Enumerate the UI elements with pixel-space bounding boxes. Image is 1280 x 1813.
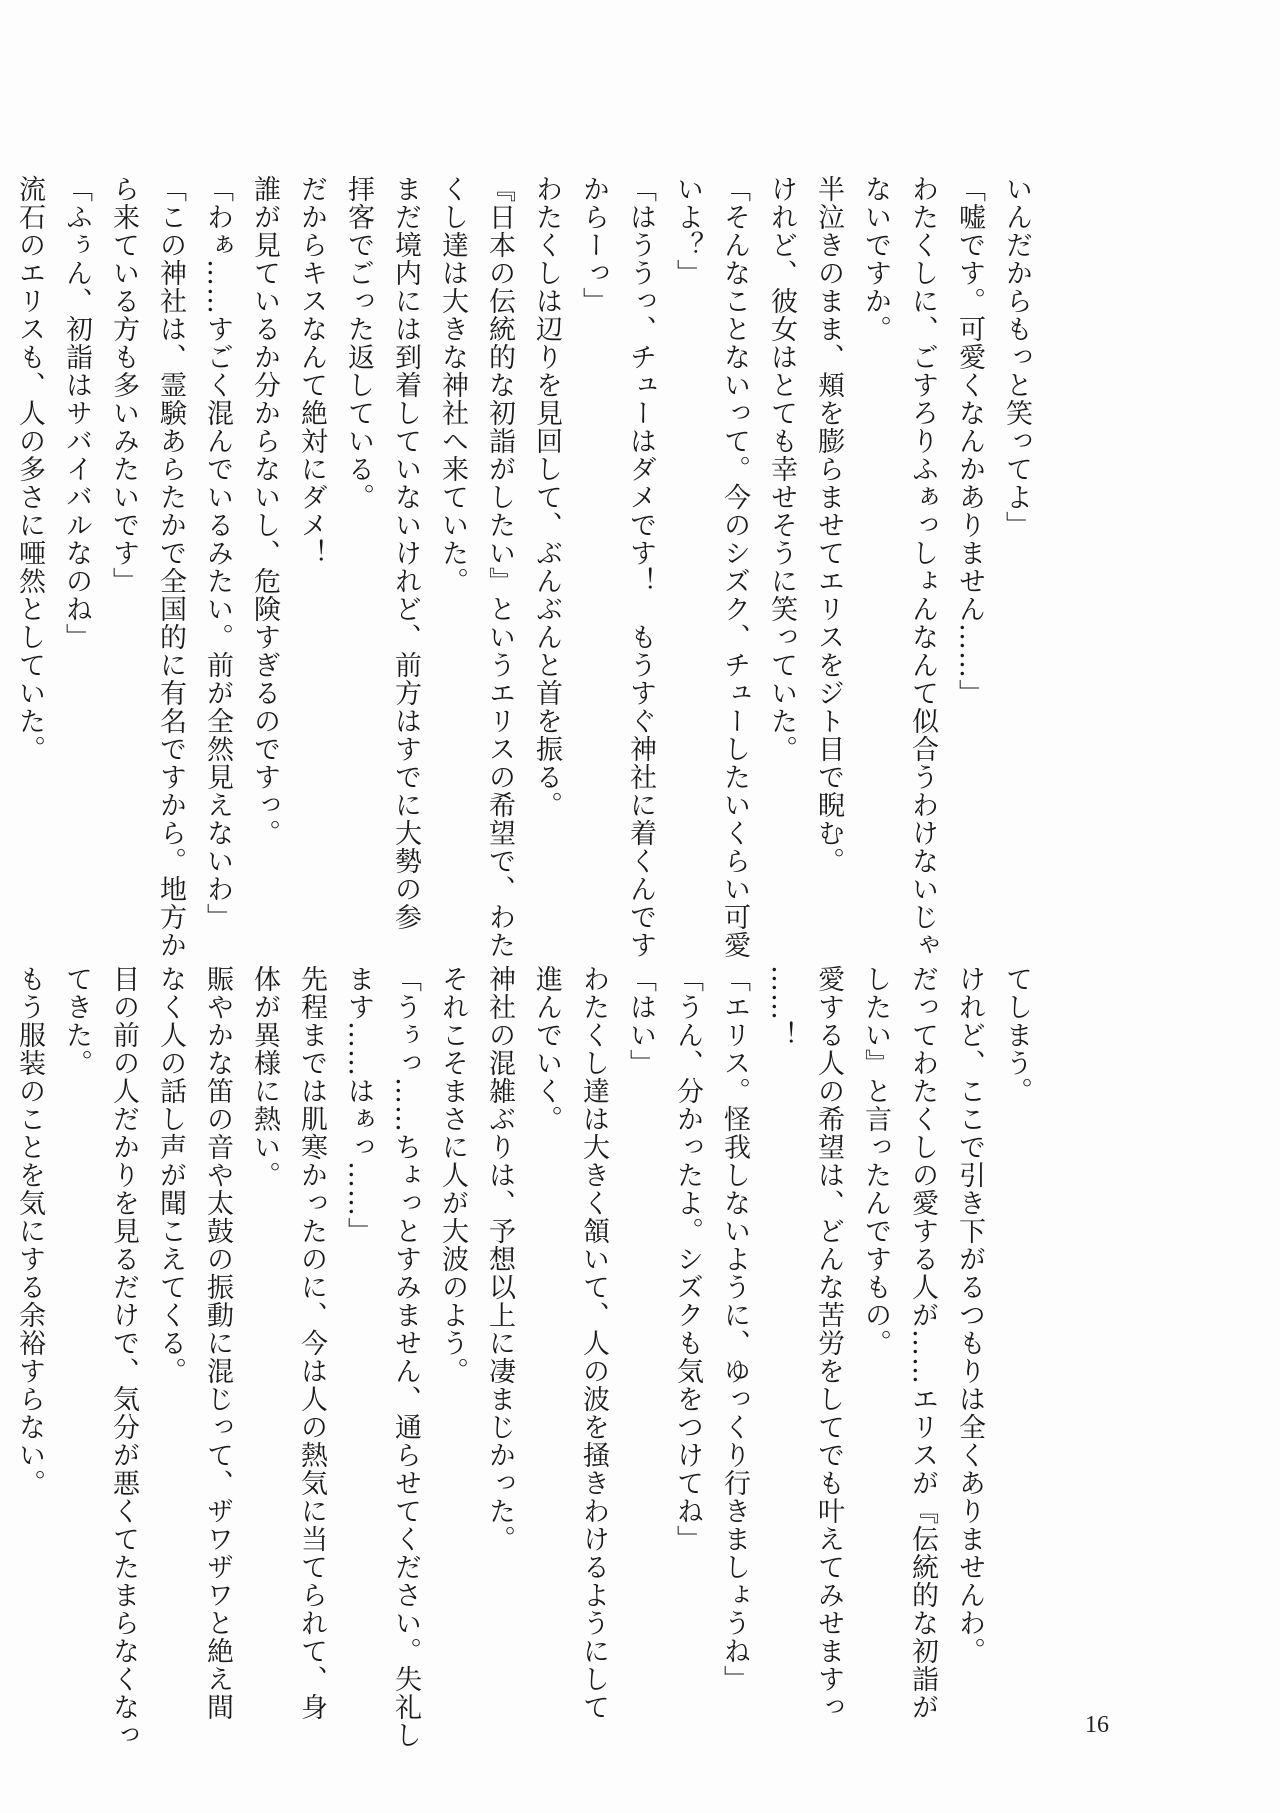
text-line: 神社の混雑ぶりは、予想以上に凄まじかった。 [484,965,515,1553]
text-line: くし達は大きな神社へ来ていた。 [437,175,468,595]
text-line: 「この神社は、霊験あらたかで全国的に有名ですから。地方か [155,175,186,959]
text-line: 賑やかな笛の音や太鼓の振動に混じって、ザワザワと絶え間 [202,965,233,1721]
text-line: 『日本の伝統的な初詣がしたい』というエリスの希望で、わた [484,175,515,959]
text-line: 「ふぅん、初詣はサバイバルなのね」 [61,175,92,651]
text-line: したい』と言ったんですもの。 [860,965,891,1357]
text-line: からーっ」 [578,175,609,315]
text-line: だからキスなんて絶対にダメ！ [296,175,327,567]
text-line: 先程までは肌寒かったのに、今は人の熱気に当てられて、身 [296,965,327,1721]
text-line: 誰が見ているか分からないし、危険すぎるのですっ。 [249,175,280,847]
lower-text-block [14,965,1040,1749]
text-line: 拝客でごった返している。 [343,175,374,511]
text-line: 流石のエリスも、人の多さに唖然としていた。 [14,175,45,763]
text-line: けれど、彼女はとても幸せそうに笑っていた。 [766,175,797,763]
text-line: 目の前の人だかりを見るだけで、気分が悪くてたまらなくなっ [108,965,139,1749]
text-line: けれど、ここで引き下がるつもりは全くありませんわ。 [954,965,985,1665]
upper-text-block [14,175,1040,959]
text-line: ……！ [766,965,797,1049]
text-line: 半泣きのまま、頬を膨らませてエリスをジト目で睨む。 [813,175,844,875]
text-line: それこそまさに人が大波のよう。 [437,965,468,1385]
text-line: てしまう。 [1001,965,1032,1105]
page-number: 16 [1085,1712,1109,1738]
text-line: ます……はぁっ……」 [343,965,374,1245]
text-line: 「はい」 [625,965,656,1077]
text-line: わたくし達は大きく頷いて、人の波を掻きわけるようにして [578,965,609,1721]
text-line [0,175,6,915]
text-line: 体が異様に熱い。 [249,965,280,1189]
text-line: 「うぅっ……ちょっとすみません、通らせてください。失礼し [390,965,421,1749]
text-line: 「エリス。怪我しないように、ゆっくり行きましょうね」 [719,965,750,1693]
text-line: わたくしに、ごすろりふぁっしょんなんて似合うわけないじゃ [907,175,938,959]
text-line: てきた。 [61,965,92,1077]
text-line: いんだからもっと笑ってよ」 [1001,175,1032,539]
text-line: わたくしは辺りを見回して、ぶんぶんと首を振る。 [531,175,562,819]
text-line: まだ境内には到着していないけれど、前方はすでに大勢の参 [390,175,421,931]
text-line: だってわたくしの愛する人が……エリスが『伝統的な初詣が [907,965,938,1721]
text-line: もう服装のことを気にする余裕すらない。 [14,965,45,1497]
text-line: 「うん、分かったよ。シズクも気をつけてね」 [672,965,703,1553]
text-line: ないですか。 [860,175,891,343]
text-line: いよ？」 [672,175,703,287]
text-line: ら来ている方も多いみたいです」 [108,175,139,595]
text-line: 「わぁ……すごく混んでいるみたい。前が全然見えないわ」 [202,175,233,931]
text-line: 愛する人の希望は、どんな苦労をしてでも叶えてみせますっ [813,965,844,1721]
text-line: 「そんなことないって。今のシズク、チューしたいくらい可愛 [719,175,750,959]
text-line: なく人の話し声が聞こえてくる。 [155,965,186,1385]
text-line: 「はううっ、チューはダメです！ もうすぐ神社に着くんです [625,175,656,959]
text-line: 進んでいく。 [531,965,562,1133]
text-line: 「嘘です。可愛くなんかありません……」 [954,175,985,707]
